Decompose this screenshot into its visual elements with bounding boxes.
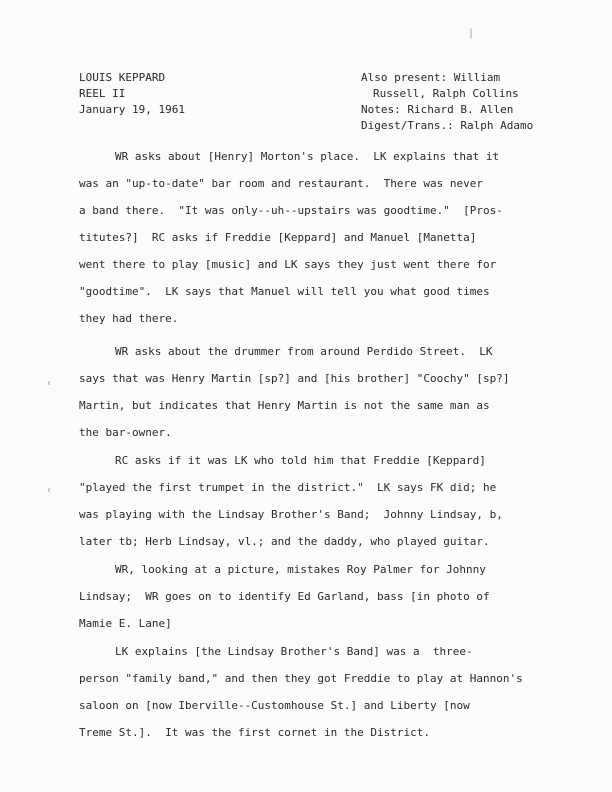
text-line: was an "up-to-date" bar room and restaurant. There was never	[79, 177, 483, 190]
text-line: person "family band," and then they got Freddie to play at Hannon's	[79, 672, 523, 685]
text-line: LK explains [the Lindsay Brother's Band] was a three-	[115, 645, 473, 658]
header-right	[361, 70, 533, 134]
interview-date: January 19, 1961	[79, 103, 185, 116]
notes-credit: Notes: Richard B. Allen	[361, 103, 514, 116]
header-left	[79, 70, 185, 118]
text-line: "goodtime". LK says that Manuel will tell you what good times	[79, 285, 490, 298]
reel-number: REEL II	[79, 87, 126, 100]
text-line: WR asks about [Henry] Morton's place. LK explains that it	[115, 150, 500, 163]
interviewee-name: LOUIS KEPPARD	[79, 71, 166, 84]
text-line: Martin, but indicates that Henry Martin is not the same man as	[79, 399, 490, 412]
text-line: they had there.	[79, 312, 179, 325]
digest-credit: Digest/Trans.: Ralph Adamo	[361, 119, 534, 132]
margin-mark: ‹	[46, 378, 53, 389]
text-line: was playing with the Lindsay Brother's Band; Johnny Lindsay, b,	[79, 508, 503, 521]
text-line: saloon on [now Iberville--Customhouse St.] and Liberty [now	[79, 699, 470, 712]
also-present-names: Russell, Ralph Collins	[373, 87, 519, 100]
text-line: a band there. "It was only--uh--upstairs was goodtime." [Pros-	[79, 204, 503, 217]
margin-mark: |	[468, 28, 475, 39]
text-line: the bar-owner.	[79, 426, 172, 439]
text-line: went there to play [music] and LK says they just went there for	[79, 258, 497, 271]
text-line: says that was Henry Martin [sp?] and [his brother] "Coochy" [sp?]	[79, 372, 510, 385]
margin-mark: ‹	[46, 485, 53, 496]
text-line: WR, looking at a picture, mistakes Roy Palmer for Johnny	[115, 563, 486, 576]
text-line: Treme St.]. It was the first cornet in the District.	[79, 726, 430, 739]
text-line: WR asks about the drummer from around Perdido Street. LK	[115, 345, 493, 358]
text-line: later tb; Herb Lindsay, vl.; and the daddy, who played guitar.	[79, 535, 490, 548]
text-line: RC asks if it was LK who told him that Freddie [Keppard]	[115, 454, 486, 467]
text-line: "played the first trumpet in the district." LK says FK did; he	[79, 481, 497, 494]
text-line: titutes?] RC asks if Freddie [Keppard] and Manuel [Manetta]	[79, 231, 477, 244]
text-line: Mamie E. Lane]	[79, 617, 172, 630]
text-line: Lindsay; WR goes on to identify Ed Garland, bass [in photo of	[79, 590, 490, 603]
also-present: Also present: William	[361, 71, 501, 84]
